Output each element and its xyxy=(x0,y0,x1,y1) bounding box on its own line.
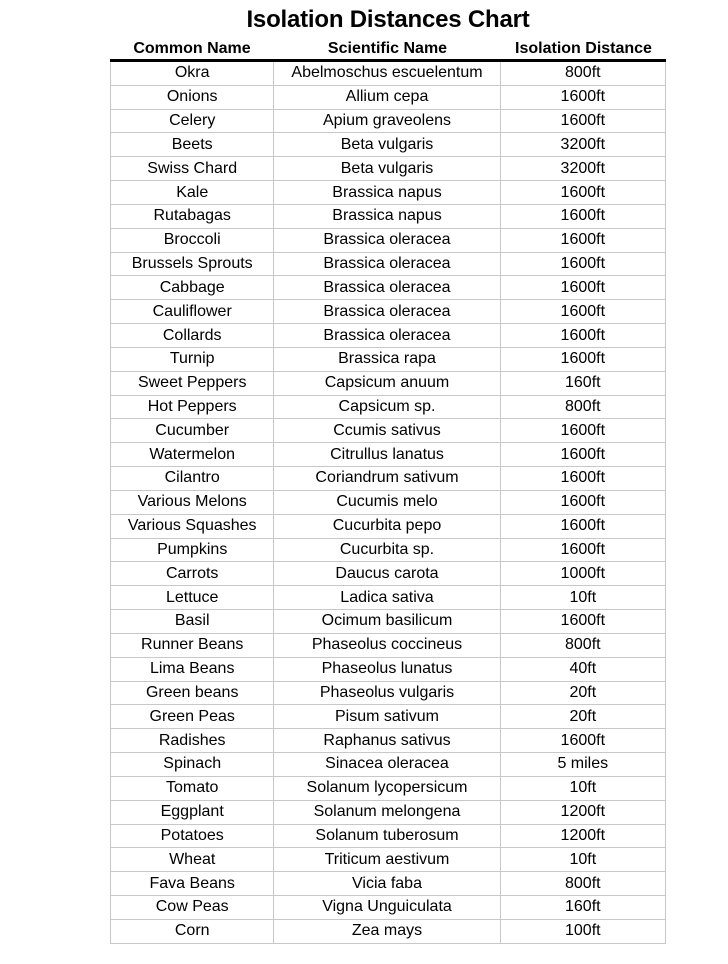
cell-common-name: Swiss Chard xyxy=(111,157,274,180)
cell-scientific-name: Brassica rapa xyxy=(274,348,500,371)
header-isolation-distance: Isolation Distance xyxy=(515,40,652,57)
cell-scientific-name: Ladica sativa xyxy=(274,586,500,609)
cell-scientific-name: Solanum lycopersicum xyxy=(274,777,500,800)
cell-common-name: Turnip xyxy=(111,348,274,371)
table-row xyxy=(111,86,665,110)
table-row xyxy=(111,110,665,134)
cell-isolation-distance: 3200ft xyxy=(560,135,606,153)
table-row xyxy=(111,682,665,706)
table-row xyxy=(111,753,665,777)
table-row xyxy=(111,324,665,348)
cell-isolation-distance: 5 miles xyxy=(557,755,609,773)
isolation-distances-table xyxy=(110,36,666,944)
cell-common-name: Cabbage xyxy=(111,276,274,299)
cell-common-name: Green Peas xyxy=(111,705,274,728)
table-header xyxy=(110,36,666,62)
cell-scientific-name: Daucus carota xyxy=(274,562,500,585)
table-row xyxy=(111,253,665,277)
table-row xyxy=(111,562,665,586)
table-body xyxy=(110,62,666,944)
cell-common-name: Cauliflower xyxy=(111,300,274,323)
table-row xyxy=(111,777,665,801)
table-row xyxy=(111,896,665,920)
table-row xyxy=(111,729,665,753)
cell-common-name: Broccoli xyxy=(111,229,274,252)
cell-scientific-name: Cucumis melo xyxy=(274,491,500,514)
cell-scientific-name: Abelmoschus escuelentum xyxy=(274,62,500,85)
cell-isolation-distance: 1600ft xyxy=(560,493,606,511)
cell-common-name: Cilantro xyxy=(111,467,274,490)
cell-scientific-name: Brassica oleracea xyxy=(274,324,500,347)
cell-isolation-distance: 1600ft xyxy=(560,612,606,630)
table-row xyxy=(111,443,665,467)
table-row xyxy=(111,372,665,396)
cell-scientific-name: Ocimum basilicum xyxy=(274,610,500,633)
cell-isolation-distance: 800ft xyxy=(565,636,601,654)
cell-common-name: Tomato xyxy=(111,777,274,800)
cell-common-name: Cow Peas xyxy=(111,896,274,919)
cell-common-name: Various Melons xyxy=(111,491,274,514)
cell-common-name: Eggplant xyxy=(111,801,274,824)
cell-scientific-name: Phaseolus coccineus xyxy=(274,634,500,657)
cell-isolation-distance: 1600ft xyxy=(560,207,606,225)
cell-common-name: Carrots xyxy=(111,562,274,585)
cell-scientific-name: Phaseolus lunatus xyxy=(274,658,500,681)
table-row xyxy=(111,801,665,825)
cell-isolation-distance: 1600ft xyxy=(560,302,606,320)
cell-scientific-name: Brassica napus xyxy=(274,181,500,204)
table-row xyxy=(111,229,665,253)
table-row xyxy=(111,848,665,872)
cell-scientific-name: Pisum sativum xyxy=(274,705,500,728)
table-row xyxy=(111,133,665,157)
cell-isolation-distance: 1600ft xyxy=(560,255,606,273)
page-title: Isolation Distances Chart xyxy=(246,6,530,33)
cell-isolation-distance: 3200ft xyxy=(560,159,606,177)
table-row xyxy=(111,419,665,443)
cell-isolation-distance: 100ft xyxy=(565,922,601,940)
cell-common-name: Kale xyxy=(111,181,274,204)
cell-scientific-name: Beta vulgaris xyxy=(274,157,500,180)
cell-common-name: Celery xyxy=(111,110,274,133)
cell-scientific-name: Phaseolus vulgaris xyxy=(274,682,500,705)
cell-scientific-name: Cucurbita sp. xyxy=(274,539,500,562)
header-scientific-name: Scientific Name xyxy=(327,40,448,57)
table-row xyxy=(111,515,665,539)
cell-isolation-distance: 20ft xyxy=(569,683,597,701)
cell-scientific-name: Brassica napus xyxy=(274,205,500,228)
cell-scientific-name: Capsicum sp. xyxy=(274,396,500,419)
cell-isolation-distance: 1600ft xyxy=(560,350,606,368)
cell-scientific-name: Brassica oleracea xyxy=(274,276,500,299)
cell-scientific-name: Vigna Unguiculata xyxy=(274,896,500,919)
table-row xyxy=(111,62,665,86)
cell-common-name: Wheat xyxy=(111,848,274,871)
table-row xyxy=(111,634,665,658)
table-row xyxy=(111,491,665,515)
table-row xyxy=(111,181,665,205)
cell-isolation-distance: 1200ft xyxy=(560,826,606,844)
cell-scientific-name: Beta vulgaris xyxy=(274,133,500,156)
cell-common-name: Sweet Peppers xyxy=(111,372,274,395)
table-row xyxy=(111,157,665,181)
cell-scientific-name: Triticum aestivum xyxy=(274,848,500,871)
cell-isolation-distance: 800ft xyxy=(565,64,601,82)
cell-isolation-distance: 10ft xyxy=(569,779,597,797)
table-row xyxy=(111,396,665,420)
cell-common-name: Radishes xyxy=(111,729,274,752)
cell-scientific-name: Brassica oleracea xyxy=(274,300,500,323)
cell-scientific-name: Apium graveolens xyxy=(274,110,500,133)
cell-common-name: Hot Peppers xyxy=(111,396,274,419)
table-row xyxy=(111,300,665,324)
table-row xyxy=(111,920,665,944)
cell-isolation-distance: 800ft xyxy=(565,874,601,892)
table-row xyxy=(111,658,665,682)
cell-isolation-distance: 160ft xyxy=(565,898,601,916)
cell-common-name: Onions xyxy=(111,86,274,109)
cell-isolation-distance: 1200ft xyxy=(560,803,606,821)
cell-isolation-distance: 1600ft xyxy=(560,183,606,201)
cell-isolation-distance: 160ft xyxy=(565,374,601,392)
cell-isolation-distance: 1600ft xyxy=(560,421,606,439)
cell-common-name: Brussels Sprouts xyxy=(111,253,274,276)
cell-common-name: Potatoes xyxy=(111,825,274,848)
cell-scientific-name: Coriandrum sativum xyxy=(274,467,500,490)
cell-isolation-distance: 800ft xyxy=(565,398,601,415)
cell-isolation-distance: 1600ft xyxy=(560,326,606,344)
cell-scientific-name: Ccumis sativus xyxy=(274,419,500,442)
cell-common-name: Spinach xyxy=(111,753,274,776)
cell-isolation-distance: 1600ft xyxy=(560,278,606,296)
cell-isolation-distance: 1600ft xyxy=(560,517,606,535)
cell-common-name: Basil xyxy=(111,610,274,633)
cell-common-name: Rutabagas xyxy=(111,205,274,228)
cell-scientific-name: Capsicum anuum xyxy=(274,372,500,395)
cell-common-name: Runner Beans xyxy=(111,634,274,657)
cell-isolation-distance: 20ft xyxy=(569,707,597,725)
cell-isolation-distance: 1600ft xyxy=(560,731,606,749)
cell-isolation-distance: 1600ft xyxy=(560,469,606,487)
cell-scientific-name: Vicia faba xyxy=(274,872,500,895)
cell-common-name: Lima Beans xyxy=(111,658,274,681)
cell-common-name: Cucumber xyxy=(111,419,274,442)
cell-scientific-name: Sinacea oleracea xyxy=(274,753,500,776)
table-row xyxy=(111,205,665,229)
table-row xyxy=(111,276,665,300)
cell-common-name: Watermelon xyxy=(111,443,274,466)
cell-isolation-distance: 1600ft xyxy=(560,231,606,249)
cell-common-name: Fava Beans xyxy=(111,872,274,895)
cell-common-name: Lettuce xyxy=(111,586,274,609)
cell-isolation-distance: 40ft xyxy=(569,660,597,678)
cell-common-name: Beets xyxy=(111,133,274,156)
cell-scientific-name: Citrullus lanatus xyxy=(274,443,500,466)
table-row xyxy=(111,872,665,896)
header-common-name: Common Name xyxy=(133,40,251,57)
table-row xyxy=(111,586,665,610)
cell-scientific-name: Cucurbita pepo xyxy=(274,515,500,538)
table-row xyxy=(111,467,665,491)
cell-common-name: Corn xyxy=(111,920,274,943)
cell-isolation-distance: 10ft xyxy=(569,588,597,606)
cell-scientific-name: Zea mays xyxy=(274,920,500,943)
cell-isolation-distance: 1600ft xyxy=(560,540,606,558)
cell-isolation-distance: 1600ft xyxy=(560,88,606,106)
cell-scientific-name: Brassica oleracea xyxy=(274,229,500,252)
cell-isolation-distance: 1600ft xyxy=(560,445,606,463)
cell-scientific-name: Brassica oleracea xyxy=(274,253,500,276)
cell-scientific-name: Solanum tuberosum xyxy=(274,825,500,848)
cell-isolation-distance: 10ft xyxy=(569,850,597,868)
table-row xyxy=(111,610,665,634)
cell-scientific-name: Raphanus sativus xyxy=(274,729,500,752)
cell-common-name: Pumpkins xyxy=(111,539,274,562)
cell-isolation-distance: 1600ft xyxy=(560,112,606,130)
table-row xyxy=(111,348,665,372)
cell-isolation-distance: 1000ft xyxy=(560,564,606,582)
cell-scientific-name: Solanum melongena xyxy=(274,801,500,824)
cell-common-name: Various Squashes xyxy=(111,515,274,538)
cell-common-name: Okra xyxy=(111,62,274,85)
table-row xyxy=(111,705,665,729)
cell-scientific-name: Allium cepa xyxy=(274,86,500,109)
table-row xyxy=(111,539,665,563)
cell-common-name: Green beans xyxy=(111,682,274,705)
cell-common-name: Collards xyxy=(111,324,274,347)
table-row xyxy=(111,825,665,849)
